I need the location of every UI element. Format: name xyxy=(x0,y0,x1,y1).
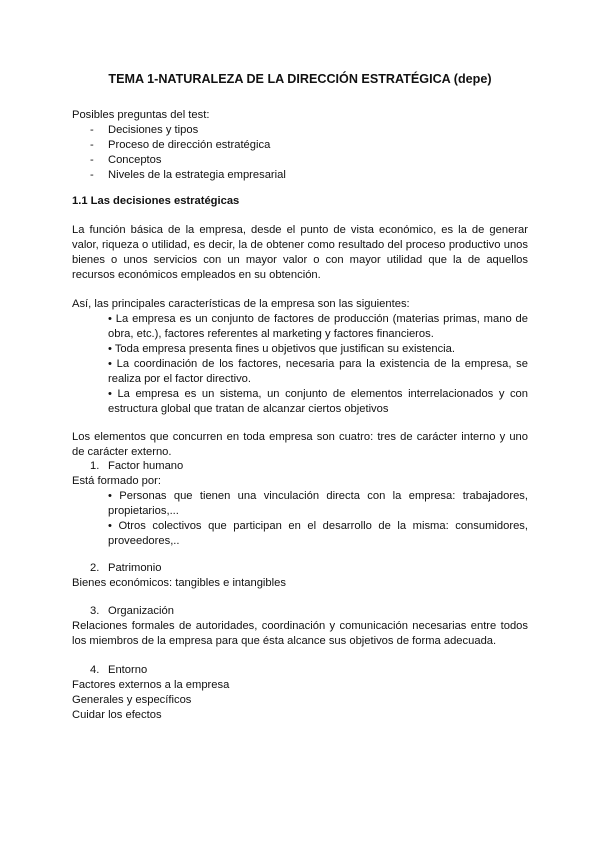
element-1 xyxy=(72,459,528,549)
list-item: - Conceptos xyxy=(90,154,162,166)
element-4-line: Cuidar los efectos xyxy=(72,709,162,721)
element-2 xyxy=(72,561,528,591)
element-4-line: Generales y específicos xyxy=(72,694,192,706)
element-2-heading: 2. Patrimonio xyxy=(90,562,162,574)
list-item: • Personas que tienen una vinculación directa con la empresa: trabajadores, propietarios,... xyxy=(108,490,528,517)
section-heading: 1.1 Las decisiones estratégicas xyxy=(72,195,240,207)
test-intro: Posibles preguntas del test: xyxy=(72,109,210,121)
element-4-heading: 4. Entorno xyxy=(90,664,148,676)
paragraph-value: La función básica de la empresa, desde el punto de vista económico, es la de generar valor, riqueza o utilidad, es decir, la de obtener como resultado del proceso productivo unos bienes o unos servicios con un mayor valor o con mayor utilidad que la de aquellos recursos económicos empleados en su obtención. xyxy=(72,224,528,281)
element-4 xyxy=(72,663,528,723)
element-4-line: Factores externos a la empresa xyxy=(72,679,230,691)
list-item: • Otros colectivos que participan en el desarrollo de la misma: consumidores, proveedores,.. xyxy=(108,520,528,547)
list-item: - Proceso de dirección estratégica xyxy=(90,139,271,151)
page-title: TEMA 1-NATURALEZA DE LA DIRECCIÓN ESTRATÉGICA (depe) xyxy=(108,72,492,86)
element-3-heading: 3. Organización xyxy=(90,605,174,617)
test-list xyxy=(72,123,528,183)
characteristics-list xyxy=(72,312,528,417)
element-3 xyxy=(72,604,528,649)
element-1-heading: 1. Factor humano xyxy=(90,460,184,472)
list-item: - Niveles de la estrategia empresarial xyxy=(90,169,286,181)
paragraph-characteristics-intro: Así, las principales características de la empresa son las siguientes: xyxy=(72,298,410,310)
list-item: • Toda empresa presenta fines u objetivos que justifican su existencia. xyxy=(108,343,455,355)
list-item: • La coordinación de los factores, necesaria para la existencia de la empresa, se realiza por el factor directivo. xyxy=(108,358,528,385)
list-item: • La empresa es un sistema, un conjunto de elementos interrelacionados y con estructura global que tratan de alcanzar ciertos objetivos xyxy=(108,388,528,415)
list-item: - Decisiones y tipos xyxy=(90,124,199,136)
list-item: • La empresa es un conjunto de factores de producción (materias primas, mano de obra, etc.), factores referentes al marketing y factores financieros. xyxy=(108,313,528,340)
element-3-desc: Relaciones formales de autoridades, coordinación y comunicación necesarias entre todos los miembros de la empresa para que ésta alcance sus objetivos de forma adecuada. xyxy=(72,620,528,647)
test-questions xyxy=(72,108,528,183)
element-2-desc: Bienes económicos: tangibles e intangibles xyxy=(72,577,286,589)
element-1-sub: Está formado por: xyxy=(72,475,161,487)
paragraph-elements: Los elementos que concurren en toda empresa son cuatro: tres de carácter interno y uno de carácter externo. xyxy=(72,431,528,458)
